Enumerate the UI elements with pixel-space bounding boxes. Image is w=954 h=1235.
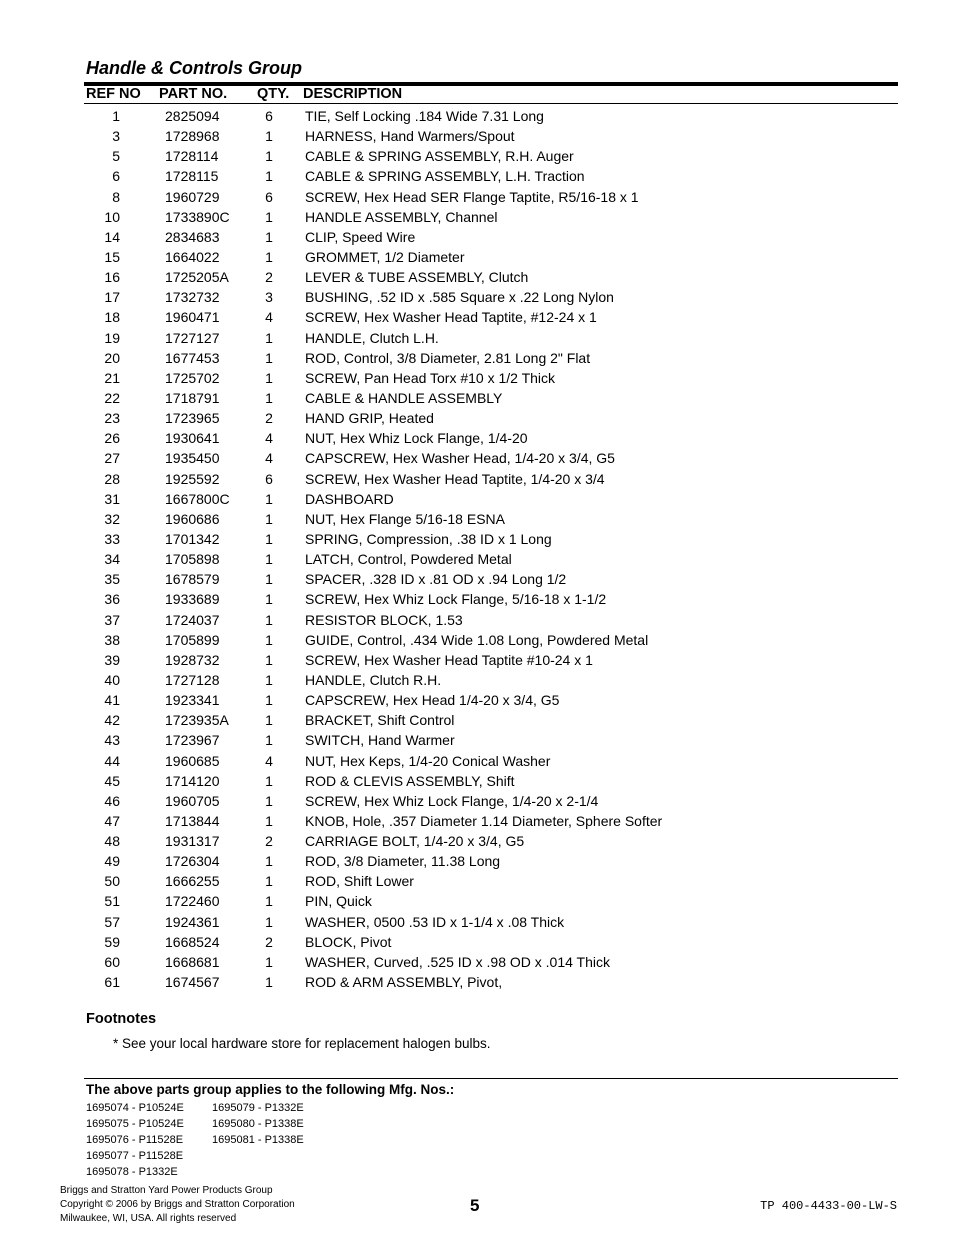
part-no-cell: 1935450 [165,450,220,467]
description-cell: HAND GRIP, Heated [305,410,434,427]
part-no-cell: 1732732 [165,289,220,306]
qty-cell: 1 [265,490,273,507]
table-row [0,247,954,267]
part-no-cell: 1725205A [165,269,229,286]
ref-no-cell: 46 [104,792,120,809]
description-cell: CAPSCREW, Hex Washer Head, 1/4-20 x 3/4, G5 [305,450,615,467]
table-row [0,408,954,428]
qty-cell: 1 [265,369,273,386]
qty-cell: 1 [265,510,273,527]
ref-no-cell: 31 [104,490,120,507]
qty-cell: 1 [265,812,273,829]
ref-no-cell: 49 [104,853,120,870]
table-row [0,831,954,851]
table-row [0,368,954,388]
copyright-block [60,1184,295,1226]
table-row [0,710,954,730]
part-no-cell: 1668524 [165,933,220,950]
ref-no-cell: 21 [104,369,120,386]
copyright-line: Copyright © 2006 by Briggs and Stratton Corporation [60,1199,295,1210]
header-part-no: PART NO. [159,86,228,102]
mfg-number: 1695080 - P1338E [212,1118,304,1130]
qty-cell: 1 [265,591,273,608]
ref-no-cell: 26 [104,430,120,447]
description-cell: SCREW, Hex Whiz Lock Flange, 1/4-20 x 2-1/4 [305,792,599,809]
qty-cell: 1 [265,551,273,568]
qty-cell: 6 [265,188,273,205]
ref-no-cell: 37 [104,611,120,628]
description-cell: TIE, Self Locking .184 Wide 7.31 Long [305,108,544,124]
table-row [0,630,954,650]
qty-cell: 1 [265,389,273,406]
description-cell: SCREW, Hex Head SER Flange Taptite, R5/16-18 x 1 [305,188,639,205]
qty-cell: 1 [265,329,273,346]
ref-no-cell: 33 [104,530,120,547]
description-cell: SCREW, Hex Washer Head Taptite, #12-24 x 1 [305,309,597,326]
description-cell: GUIDE, Control, .434 Wide 1.08 Long, Powdered Metal [305,631,649,648]
qty-cell: 1 [265,913,273,930]
qty-cell: 1 [265,732,273,749]
description-cell: SCREW, Hex Washer Head Taptite #10-24 x 1 [305,651,593,668]
company-name: Briggs and Stratton Yard Power Products Group [60,1185,273,1196]
description-cell: CABLE & SPRING ASSEMBLY, R.H. Auger [305,148,574,165]
parts-table [0,106,954,992]
table-row [0,952,954,972]
ref-no-cell: 59 [104,933,120,950]
rights-line: Milwaukee, WI, USA. All rights reserved [60,1213,237,1224]
table-row [0,126,954,146]
ref-no-cell: 45 [104,772,120,789]
qty-cell: 1 [265,530,273,547]
table-row [0,549,954,569]
part-no-cell: 1925592 [165,470,220,487]
ref-no-cell: 17 [104,289,120,306]
qty-cell: 1 [265,349,273,366]
ref-no-cell: 23 [104,410,120,427]
description-cell: RESISTOR BLOCK, 1.53 [305,611,463,628]
description-cell: HANDLE, Clutch L.H. [305,329,439,346]
ref-no-cell: 34 [104,551,120,568]
part-no-cell: 1724037 [165,611,220,628]
part-no-cell: 2834683 [165,228,220,245]
table-row [0,388,954,408]
mfg-number: 1695081 - P1338E [212,1134,304,1146]
description-cell: CABLE & HANDLE ASSEMBLY [305,389,503,406]
description-cell: CAPSCREW, Hex Head 1/4-20 x 3/4, G5 [305,692,560,709]
part-no-cell: 1723935A [165,712,229,729]
ref-no-cell: 57 [104,913,120,930]
table-row [0,529,954,549]
ref-no-cell: 42 [104,712,120,729]
table-row [0,106,954,126]
ref-no-cell: 51 [104,893,120,910]
description-cell: BLOCK, Pivot [305,933,392,950]
table-row [0,469,954,489]
table-row [0,610,954,630]
description-cell: GROMMET, 1/2 Diameter [305,248,465,265]
mfg-divider [84,1078,898,1079]
part-no-cell: 1678579 [165,571,220,588]
part-no-cell: 1728114 [165,148,219,165]
table-row [0,891,954,911]
description-cell: SCREW, Hex Whiz Lock Flange, 5/16-18 x 1-1/2 [305,591,607,608]
description-cell: ROD, Shift Lower [305,873,414,890]
qty-cell: 1 [265,208,273,225]
part-no-cell: 2825094 [165,108,220,124]
qty-cell: 4 [265,309,273,326]
table-row [0,448,954,468]
table-row [0,912,954,932]
mfg-number: 1695076 - P11528E [86,1134,184,1146]
ref-no-cell: 38 [104,631,120,648]
ref-no-cell: 50 [104,873,120,890]
description-cell: SCREW, Hex Washer Head Taptite, 1/4-20 x 3/4 [305,470,605,487]
qty-cell: 4 [265,450,273,467]
ref-no-cell: 16 [104,269,120,286]
document-code: TP 400-4433-00-LW-S [760,1199,897,1213]
qty-cell: 1 [265,853,273,870]
table-row [0,851,954,871]
qty-cell: 1 [265,792,273,809]
table-row [0,187,954,207]
part-no-cell: 1960471 [165,309,220,326]
header-divider [84,103,898,104]
mfg-title: The above parts group applies to the following Mfg. Nos.: [86,1082,455,1097]
ref-no-cell: 1 [112,108,120,124]
qty-cell: 1 [265,712,273,729]
page-number: 5 [470,1196,480,1215]
part-no-cell: 1960685 [165,752,220,769]
qty-cell: 1 [265,248,273,265]
qty-cell: 1 [265,228,273,245]
description-cell: SCREW, Pan Head Torx #10 x 1/2 Thick [305,369,556,386]
ref-no-cell: 3 [112,128,120,145]
description-cell: HANDLE, Clutch R.H. [305,671,442,688]
mfg-number: 1695079 - P1332E [212,1102,304,1114]
qty-cell: 1 [265,651,273,668]
part-no-cell: 1728115 [165,168,219,185]
header-ref-no: REF NO [86,86,141,102]
ref-no-cell: 48 [104,833,120,850]
table-row [0,690,954,710]
description-cell: ROD & CLEVIS ASSEMBLY, Shift [305,772,515,789]
description-cell: ROD & ARM ASSEMBLY, Pivot, [305,974,503,991]
mfg-number: 1695078 - P1332E [86,1166,178,1178]
description-cell: CABLE & SPRING ASSEMBLY, L.H. Traction [305,168,585,185]
ref-no-cell: 43 [104,732,120,749]
part-no-cell: 1664022 [165,248,220,265]
qty-cell: 4 [265,752,273,769]
ref-no-cell: 28 [104,470,120,487]
part-no-cell: 1713844 [165,812,220,829]
table-row [0,650,954,670]
part-no-cell: 1930641 [165,430,220,447]
qty-cell: 1 [265,671,273,688]
part-no-cell: 1923341 [165,692,220,709]
part-no-cell: 1727127 [165,329,220,346]
part-no-cell: 1733890C [165,208,230,225]
part-no-cell: 1714120 [165,772,220,789]
part-no-cell: 1960705 [165,792,220,809]
qty-cell: 3 [265,289,273,306]
footnote-text: * See your local hardware store for replacement halogen bulbs. [113,1036,491,1051]
qty-cell: 2 [265,269,273,286]
qty-cell: 1 [265,168,273,185]
part-no-cell: 1722460 [165,893,220,910]
description-cell: WASHER, 0500 .53 ID x 1-1/4 x .08 Thick [305,913,565,930]
ref-no-cell: 60 [104,953,120,970]
part-no-cell: 1667800C [165,490,230,507]
ref-no-cell: 36 [104,591,120,608]
ref-no-cell: 18 [104,309,120,326]
qty-cell: 1 [265,128,273,145]
ref-no-cell: 39 [104,651,120,668]
part-no-cell: 1723965 [165,410,220,427]
page-title: Handle & Controls Group [86,58,302,78]
part-no-cell: 1960686 [165,510,220,527]
ref-no-cell: 47 [104,812,120,829]
description-cell: LATCH, Control, Powdered Metal [305,551,512,568]
qty-cell: 1 [265,571,273,588]
mfg-list-column-1 [86,1100,184,1180]
part-no-cell: 1931317 [165,833,220,850]
qty-cell: 1 [265,631,273,648]
table-row [0,932,954,952]
table-row [0,811,954,831]
qty-cell: 1 [265,953,273,970]
description-cell: BRACKET, Shift Control [305,712,455,729]
ref-no-cell: 40 [104,671,120,688]
ref-no-cell: 35 [104,571,120,588]
qty-cell: 1 [265,873,273,890]
description-cell: HARNESS, Hand Warmers/Spout [305,128,515,145]
ref-no-cell: 10 [104,208,120,225]
table-row [0,227,954,247]
part-no-cell: 1928732 [165,651,220,668]
table-row [0,791,954,811]
table-row [0,328,954,348]
part-no-cell: 1728968 [165,128,220,145]
qty-cell: 1 [265,148,273,165]
part-no-cell: 1960729 [165,188,220,205]
description-cell: NUT, Hex Keps, 1/4-20 Conical Washer [305,752,551,769]
qty-cell: 6 [265,108,273,124]
description-cell: DASHBOARD [305,490,394,507]
table-row [0,166,954,186]
table-row [0,751,954,771]
table-row [0,670,954,690]
mfg-number: 1695074 - P10524E [86,1102,184,1114]
description-cell: KNOB, Hole, .357 Diameter 1.14 Diameter, Sphere Softer [305,812,663,829]
description-cell: SPACER, .328 ID x .81 OD x .94 Long 1/2 [305,571,567,588]
description-cell: LEVER & TUBE ASSEMBLY, Clutch [305,269,529,286]
table-row [0,146,954,166]
table-row [0,569,954,589]
table-row [0,509,954,529]
ref-no-cell: 27 [104,450,120,467]
description-cell: ROD, 3/8 Diameter, 11.38 Long [305,853,501,870]
description-cell: SPRING, Compression, .38 ID x 1 Long [305,530,552,547]
description-cell: CLIP, Speed Wire [305,228,416,245]
header-description: DESCRIPTION [303,86,403,102]
part-no-cell: 1727128 [165,671,220,688]
ref-no-cell: 20 [104,349,120,366]
part-no-cell: 1666255 [165,873,220,890]
ref-no-cell: 22 [104,389,120,406]
qty-cell: 1 [265,611,273,628]
qty-cell: 2 [265,410,273,427]
part-no-cell: 1705898 [165,551,220,568]
description-cell: PIN, Quick [305,893,372,910]
description-cell: SWITCH, Hand Warmer [305,732,455,749]
ref-no-cell: 19 [104,329,120,346]
qty-cell: 2 [265,933,273,950]
part-no-cell: 1723967 [165,732,220,749]
table-row [0,589,954,609]
qty-cell: 4 [265,430,273,447]
table-row [0,730,954,750]
table-row [0,267,954,287]
part-no-cell: 1725702 [165,369,220,386]
qty-cell: 6 [265,470,273,487]
ref-no-cell: 8 [112,188,120,205]
qty-cell: 1 [265,692,273,709]
description-cell: NUT, Hex Whiz Lock Flange, 1/4-20 [305,430,528,447]
table-row [0,771,954,791]
part-no-cell: 1718791 [165,389,220,406]
header-qty: QTY. [257,86,290,102]
ref-no-cell: 41 [104,692,120,709]
part-no-cell: 1701342 [165,530,220,547]
table-row [0,287,954,307]
part-no-cell: 1924361 [165,913,220,930]
description-cell: CARRIAGE BOLT, 1/4-20 x 3/4, G5 [305,833,525,850]
description-cell: NUT, Hex Flange 5/16-18 ESNA [305,510,505,527]
qty-cell: 1 [265,974,273,991]
part-no-cell: 1677453 [165,349,220,366]
description-cell: BUSHING, .52 ID x .585 Square x .22 Long Nylon [305,289,614,306]
part-no-cell: 1705899 [165,631,220,648]
table-row [0,972,954,992]
table-row [0,871,954,891]
qty-cell: 1 [265,893,273,910]
footnotes-title: Footnotes [86,1011,157,1027]
qty-cell: 2 [265,833,273,850]
ref-no-cell: 15 [104,248,120,265]
mfg-number: 1695075 - P10524E [86,1118,184,1130]
table-row [0,348,954,368]
description-cell: ROD, Control, 3/8 Diameter, 2.81 Long 2" Flat [305,349,591,366]
ref-no-cell: 44 [104,752,120,769]
mfg-list-column-2 [212,1100,304,1148]
ref-no-cell: 32 [104,510,120,527]
description-cell: WASHER, Curved, .525 ID x .98 OD x .014 Thick [305,953,610,970]
part-no-cell: 1668681 [165,953,220,970]
mfg-number: 1695077 - P11528E [86,1150,184,1162]
qty-cell: 1 [265,772,273,789]
ref-no-cell: 14 [104,228,120,245]
part-no-cell: 1726304 [165,853,220,870]
description-cell: HANDLE ASSEMBLY, Channel [305,208,498,225]
table-row [0,307,954,327]
table-row [0,489,954,509]
ref-no-cell: 6 [112,168,120,185]
table-row [0,207,954,227]
part-no-cell: 1674567 [165,974,220,991]
ref-no-cell: 5 [112,148,120,165]
table-row [0,428,954,448]
ref-no-cell: 61 [104,974,120,991]
part-no-cell: 1933689 [165,591,220,608]
